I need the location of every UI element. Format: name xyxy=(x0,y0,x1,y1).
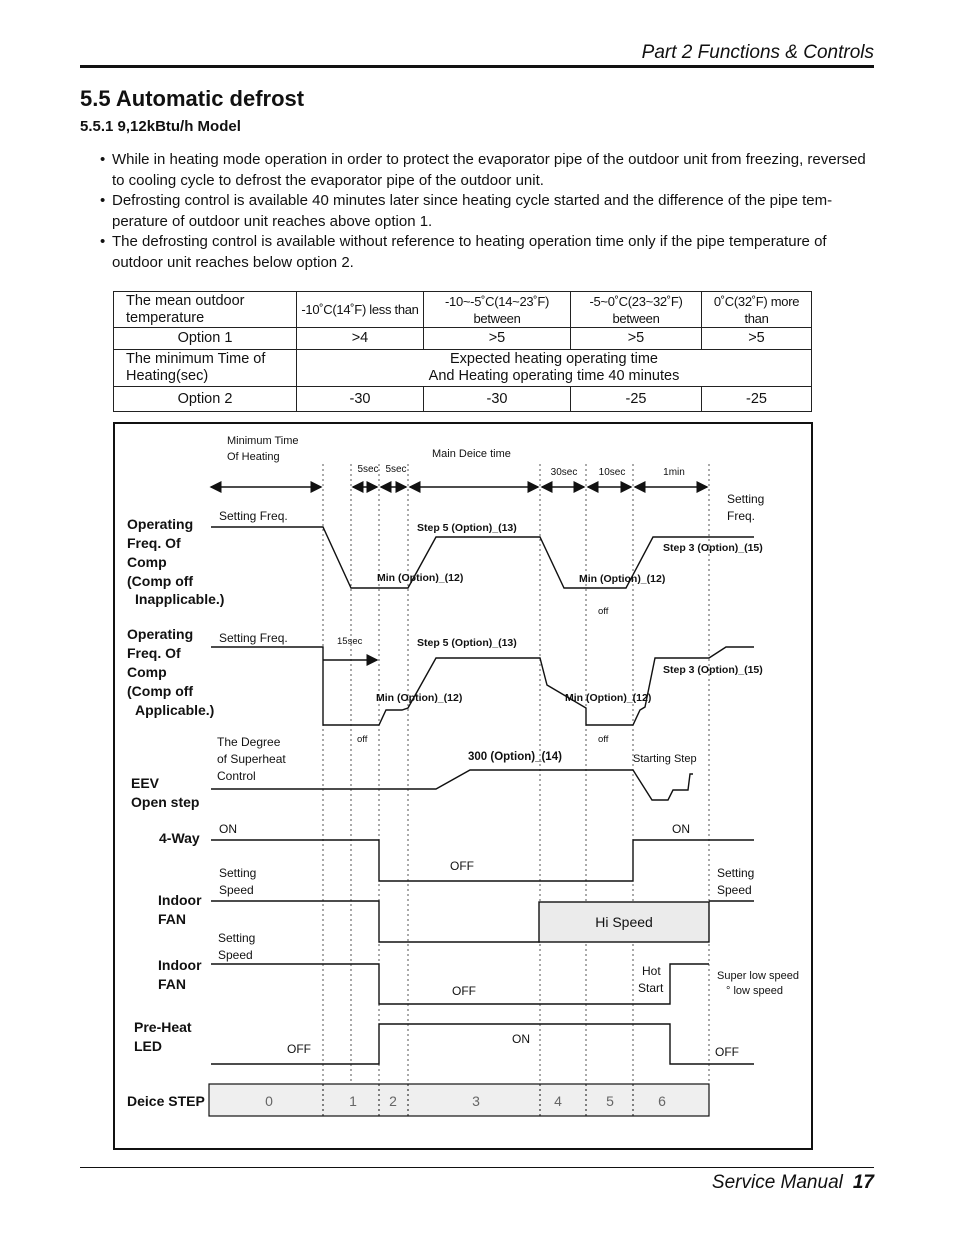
step-label: 0 xyxy=(265,1093,273,1109)
annotation: Hot xyxy=(642,964,661,978)
row-label: Comp xyxy=(127,554,167,570)
footer-rule xyxy=(80,1167,874,1168)
table-cell: >5 xyxy=(424,328,571,350)
eev-wave xyxy=(211,770,693,800)
table-cell-line: Expected heating operating time xyxy=(450,351,658,367)
annotation: Freq. xyxy=(727,509,756,523)
bullet-item: • While in heating mode operation in order to protect the evaporator pipe of the outdoor unit from freezing, reversed to cooling cycle to defrost the evaporator pipe of the outdoor unit. xyxy=(100,150,870,191)
annotation: Step 5 (Option)_(13) xyxy=(417,522,517,534)
annotation: Setting Freq. xyxy=(219,509,288,523)
annotation: off xyxy=(598,606,609,617)
section-title: 5.5 Automatic defrost xyxy=(80,86,305,111)
step-label: 4 xyxy=(554,1093,562,1109)
annotation: ° low speed xyxy=(726,985,783,997)
annotation: of Superheat xyxy=(217,752,286,766)
table-cell: >5 xyxy=(702,328,812,350)
table-cell: -10~-5˚C(14~23˚F) between xyxy=(424,292,571,328)
annotation: Starting Step xyxy=(633,753,697,765)
subsection-title: 5.5.1 9,12kBtu/h Model xyxy=(80,118,241,135)
deice-step-bar xyxy=(209,1084,709,1116)
row-label: Operating xyxy=(127,516,194,532)
timing-label: 5sec xyxy=(385,464,407,475)
table-cell: -25 xyxy=(571,387,702,412)
timing-label: 1min xyxy=(663,467,685,478)
footer-title: Service Manual xyxy=(711,1172,843,1193)
table-cell: -25 xyxy=(702,387,812,412)
row-label: Indoor xyxy=(158,892,202,908)
step-label: 2 xyxy=(389,1093,397,1109)
row-label: Operating xyxy=(127,626,194,642)
annotation: Min (Option)_(12) xyxy=(377,572,464,584)
table-cell: >5 xyxy=(571,328,702,350)
condition-table xyxy=(113,291,812,412)
annotation: The Degree xyxy=(217,735,281,749)
step-label: 6 xyxy=(658,1093,666,1109)
annotation: Speed xyxy=(717,883,752,897)
main-deice-label: Main Deice time xyxy=(432,448,511,460)
header-rule xyxy=(80,65,874,68)
waveforms xyxy=(211,527,754,1064)
annotation: ON xyxy=(512,1032,530,1046)
page-number: 17 xyxy=(852,1172,874,1193)
table-cell: -30 xyxy=(297,387,424,412)
timing-label: 10sec xyxy=(598,467,626,478)
comp2-wave xyxy=(211,647,754,725)
annotation: OFF xyxy=(715,1045,739,1059)
table-cell: Option 2 xyxy=(114,387,297,412)
row-label: EEV xyxy=(131,775,160,791)
annotation: Speed xyxy=(218,948,253,962)
table-cell-line: And Heating operating time 40 minutes xyxy=(428,368,680,384)
annotation: Min (Option)_(12) xyxy=(565,692,652,704)
bullet-item: • Defrosting control is available 40 minutes later since heating cycle started and the difference of the pipe tem-perature of outdoor unit reaches above option 1. xyxy=(100,191,870,232)
row-label: FAN xyxy=(158,911,186,927)
row-label: Applicable.) xyxy=(135,702,215,718)
annotation: Setting xyxy=(727,492,765,506)
timing-label: 5sec xyxy=(357,464,379,475)
annotation: Setting xyxy=(717,866,755,880)
annotation: Setting xyxy=(219,866,257,880)
hi-speed-label: Hi Speed xyxy=(595,914,653,930)
row-label: Pre-Heat xyxy=(134,1019,192,1035)
bullet-list xyxy=(100,150,870,273)
min-time-label: Of Heating xyxy=(227,451,280,463)
row-label: Comp xyxy=(127,664,167,680)
row-label: Inapplicable.) xyxy=(135,591,225,607)
annotation: ON xyxy=(672,822,690,836)
row-label: (Comp off xyxy=(127,683,194,699)
step-label: 3 xyxy=(472,1093,480,1109)
table-cell: Option 1 xyxy=(114,328,297,350)
table-cell: The mean outdoor temperature xyxy=(114,292,297,328)
annotation: ON xyxy=(219,822,237,836)
min-time-label: Minimum Time xyxy=(227,435,299,447)
table-cell: The minimum Time of Heating(sec) xyxy=(114,350,297,387)
table-cell: -5~0˚C(23~32˚F) between xyxy=(571,292,702,328)
row-label: Deice STEP xyxy=(127,1093,205,1109)
row-label: FAN xyxy=(158,976,186,992)
defrost-timing-chart xyxy=(113,422,813,1150)
annotation: 300 (Option)_(14) xyxy=(468,751,562,763)
annotation: off xyxy=(598,734,609,745)
annotation: Speed xyxy=(219,883,254,897)
annotation: Setting Freq. xyxy=(219,631,288,645)
row-label: (Comp off xyxy=(127,573,194,589)
annotation: Min (Option)_(12) xyxy=(376,692,463,704)
annotation: OFF xyxy=(450,859,474,873)
header-title: Part 2 Functions & Controls xyxy=(641,42,874,63)
row-label: 4-Way xyxy=(159,830,200,846)
annotation: Step 3 (Option)_(15) xyxy=(663,542,763,554)
annotation: off xyxy=(357,734,368,745)
step-label: 1 xyxy=(349,1093,357,1109)
annotation: Start xyxy=(638,981,664,995)
row-label: Indoor xyxy=(158,957,202,973)
timing-label: 30sec xyxy=(550,467,578,478)
row-label: Freq. Of xyxy=(127,535,181,551)
annotation: 15sec xyxy=(337,636,363,647)
bullet-item: • The defrosting control is available without reference to heating operation time only if the pipe temperature of outdoor unit reaches below option 2. xyxy=(100,232,870,273)
annotation: OFF xyxy=(287,1042,311,1056)
annotation: Super low speed xyxy=(717,970,799,982)
step-label: 5 xyxy=(606,1093,614,1109)
comp1-wave xyxy=(211,527,754,588)
footer xyxy=(712,1172,874,1194)
table-cell: -10˚C(14˚F) less than xyxy=(297,292,424,328)
annotation: Step 5 (Option)_(13) xyxy=(417,637,517,649)
fan1-wave xyxy=(211,901,540,942)
table-cell: -30 xyxy=(424,387,571,412)
annotation: Min (Option)_(12) xyxy=(579,573,666,585)
annotation: Step 3 (Option)_(15) xyxy=(663,664,763,676)
annotation: OFF xyxy=(452,984,476,998)
fourway-wave xyxy=(211,840,754,881)
row-label: Freq. Of xyxy=(127,645,181,661)
annotation: Setting xyxy=(218,931,256,945)
table-cell: 0˚C(32˚F) more than xyxy=(702,292,812,328)
row-label: Open step xyxy=(131,794,200,810)
table-cell xyxy=(297,350,812,387)
row-label: LED xyxy=(134,1038,162,1054)
table-cell: >4 xyxy=(297,328,424,350)
annotation: Control xyxy=(217,769,256,783)
